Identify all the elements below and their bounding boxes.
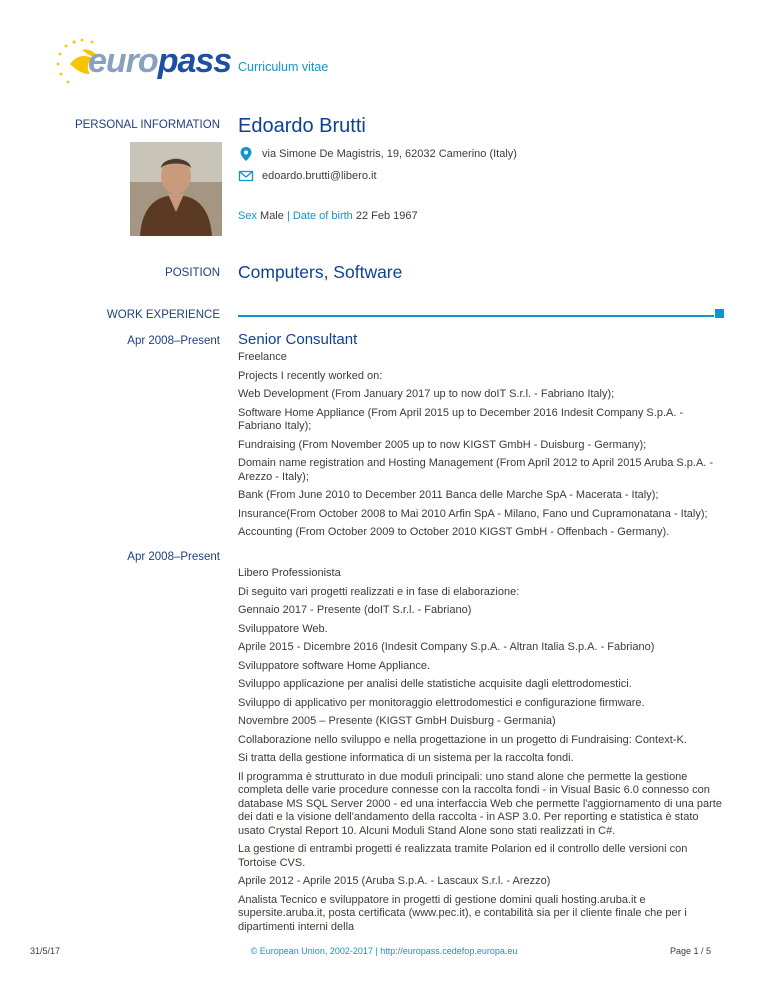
dob-label: Date of birth	[292, 210, 353, 222]
job-2-line: La gestione di entrambi progetti é realizzata tramite Polarion ed il controllo delle versioni con Tortoise CVS.	[238, 843, 688, 869]
footer-date: 31/5/17	[30, 946, 61, 956]
dob-value: 22 Feb 1967	[355, 210, 418, 222]
footer-center	[0, 946, 768, 956]
sex-dob-separator: |	[286, 210, 290, 222]
email-row	[238, 168, 377, 184]
footer-copyright: © European Union, 2002-2017	[250, 946, 373, 956]
person-photo-icon	[130, 142, 222, 236]
sex-label: Sex	[238, 210, 257, 222]
job-1-line: Web Development (From January 2017 up to now doIT S.r.l. - Fabriano Italy);	[238, 388, 615, 400]
job-2-line: Sviluppo di applicativo per monitoraggio elettrodomestici e configurazione firmware.	[238, 696, 645, 709]
address-row	[238, 146, 517, 162]
section-divider	[238, 315, 714, 317]
europass-wordmark	[88, 42, 231, 81]
section-divider-marker	[715, 309, 724, 318]
job-2-line: Aprile 2015 - Dicembre 2016 (Indesit Company S.p.A. - Altran Italia S.p.A. - Fabriano)	[238, 641, 655, 653]
job-1-line: Bank (From June 2010 to December 2011 Banca delle Marche SpA - Macerata - Italy);	[238, 489, 659, 501]
work-experience-label: WORK EXPERIENCE	[106, 309, 220, 321]
job-1-title: Senior Consultant	[238, 331, 358, 348]
personal-info-label: PERSONAL INFORMATION	[74, 119, 220, 131]
address-text: via Simone De Magistris, 19, 62032 Camerino (Italy)	[262, 148, 517, 160]
job-1-line: Insurance(From October 2008 to Mai 2010 Arfin SpA - Milano, Fano und Cupramonatana - Italy);	[238, 507, 708, 520]
email-link[interactable]: edoardo.brutti@libero.it	[262, 170, 377, 182]
job-2-line: Aprile 2012 - Aprile 2015 (Aruba S.p.A. - Lascaux S.r.l. - Arezzo)	[238, 875, 551, 887]
job-1-line: Accounting (From October 2009 to October 2010 KIGST GmbH - Offenbach - Germany).	[238, 526, 670, 538]
envelope-icon	[238, 168, 254, 184]
footer-url-link[interactable]: http://europass.cedefop.europa.eu	[380, 946, 518, 956]
job-2-line: Sviluppatore Web.	[238, 622, 328, 635]
document-type: Curriculum vitae	[238, 60, 329, 74]
person-name: Edoardo Brutti	[238, 115, 366, 137]
job-2-line: Di seguito vari progetti realizzati e in fase di elaborazione:	[238, 585, 520, 598]
position-value: Computers, Software	[238, 262, 403, 282]
job-1-dates: Apr 2008–Present	[127, 335, 220, 347]
job-1-line: Domain name registration and Hosting Management (From April 2012 to April 2015 Aruba S.p.A. - Arezzo - Italy);	[238, 457, 714, 483]
job-2-line: Libero Professionista	[238, 567, 341, 579]
logo-text-euro: euro	[88, 42, 158, 80]
job-2-line: Sviluppatore software Home Appliance.	[238, 659, 430, 672]
footer-page-number: Page 1 / 5	[670, 946, 712, 956]
job-2-line: Gennaio 2017 - Presente (doIT S.r.l. - Fabriano)	[238, 604, 472, 616]
job-2-line: Collaborazione nello sviluppo e nella progettazione in un progetto di Fundraising: Context-K.	[238, 733, 687, 746]
profile-photo	[130, 142, 222, 236]
job-1-description	[238, 351, 728, 545]
sex-dob-line	[238, 210, 418, 222]
job-2-line: Il programma è strutturato in due moduli principali: uno stand alone che permette la gestione completa delle varie procedure connesse con la raccolta fondi - in Visual Basic 6.0 connesso con database MS SQL Server 2000 - ed una interfaccia Web che permette l'aggiornamento di una parte dei dati e la visione dell'andamento della raccolta - in ASP 3.0. Per reporting e statistica è stato usato Crystal Report 10. Alcuni Moduli Stand Alone sono stati realizzati in C#.	[238, 770, 722, 837]
job-1-line: Software Home Appliance (From April 2015 up to December 2016 Indesit Company S.p.A. - Fabriano Italy);	[238, 406, 684, 432]
job-1-line: Projects I recently worked on:	[238, 369, 383, 382]
footer-separator: |	[375, 946, 378, 956]
job-2-description	[238, 567, 728, 939]
location-pin-icon	[238, 146, 254, 162]
job-2-dates: Apr 2008–Present	[127, 551, 220, 563]
position-label: POSITION	[165, 267, 220, 279]
job-2-line: Sviluppo applicazione per analisi delle statistiche acquisite dagli elettrodomestici.	[238, 678, 632, 690]
job-2-line: Analista Tecnico e sviluppatore in progetti di gestione domini quali hosting.aruba.it e supersite.aruba.it, posta certificata (www.pec.it), e contabilità sia per il cliente finale che per i dipartimenti interni della	[238, 893, 687, 933]
job-2-line: Novembre 2005 – Presente (KIGST GmbH Duisburg - Germania)	[238, 715, 556, 727]
logo-text-pass: pass	[157, 42, 232, 80]
job-1-line: Freelance	[238, 351, 287, 363]
job-1-line: Fundraising (From November 2005 up to now KIGST GmbH - Duisburg - Germany);	[238, 438, 647, 451]
sex-value: Male	[260, 210, 284, 222]
job-2-line: Si tratta della gestione informatica di un sistema per la raccolta fondi.	[238, 752, 574, 764]
